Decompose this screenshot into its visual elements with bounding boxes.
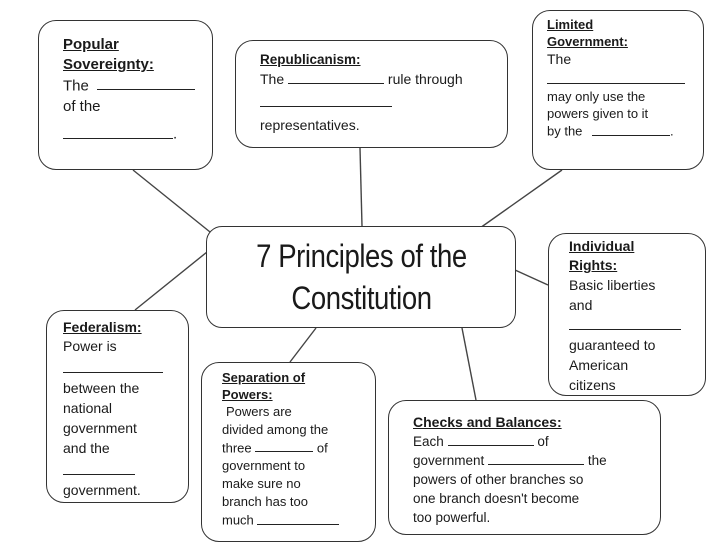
separation-title-1: Separation of — [222, 370, 306, 385]
federalism-text-1: Power is — [63, 338, 117, 354]
connector-separation — [290, 328, 316, 362]
separation-title-2: Powers: — [222, 387, 273, 402]
individual-rights-title-1: Individual — [569, 238, 635, 254]
popular-sovereignty-text-2: of the — [63, 98, 101, 116]
blank-line — [592, 122, 670, 135]
limited-government-title-2: Government: — [547, 34, 628, 49]
blank-line — [488, 451, 584, 465]
blank-line — [63, 359, 163, 373]
blank-line — [63, 123, 173, 138]
blank-line — [63, 461, 135, 475]
republicanism-text-1a: The — [260, 71, 285, 87]
blank-line — [260, 93, 392, 107]
republicanism-title: Republicanism: — [260, 52, 361, 67]
federalism-box — [46, 310, 189, 503]
individual-rights-text-1: Basic liberties — [569, 277, 656, 293]
popular-sovereignty-box — [38, 20, 213, 170]
blank-line — [255, 439, 313, 452]
separation-text-7: much — [222, 512, 254, 528]
separation-text-5: make sure no — [222, 476, 301, 492]
federalism-text-6: and the — [63, 440, 110, 456]
checks-text-5: too powerful. — [413, 510, 491, 525]
popular-sovereignty-end: . — [173, 125, 178, 143]
connector-rights — [515, 270, 548, 285]
republicanism-text-3: representatives. — [260, 117, 360, 133]
popular-sovereignty-title-2: Sovereignty: — [63, 56, 154, 73]
republicanism-text-1b: rule through — [387, 71, 463, 87]
republicanism-box — [235, 40, 508, 148]
blank-line — [448, 432, 534, 446]
limited-government-box — [532, 10, 704, 170]
checks-text-1a: Each — [413, 434, 444, 449]
individual-rights-text-4: guaranteed to — [569, 337, 656, 353]
limited-government-text-3: may only use the — [547, 89, 646, 105]
federalism-title: Federalism: — [63, 319, 142, 335]
separation-of-powers-box — [201, 362, 376, 542]
checks-text-3: powers of other branches so — [413, 472, 584, 487]
checks-text-4: one branch doesn't become — [413, 491, 580, 506]
individual-rights-box — [548, 233, 706, 396]
connector-republicanism — [360, 148, 362, 226]
federalism-text-5: government — [63, 420, 137, 436]
limited-government-title-1: Limited — [547, 17, 594, 32]
center-title-line-2: Constitution — [290, 280, 432, 316]
blank-line — [257, 511, 339, 524]
individual-rights-text-6: citizens — [569, 377, 616, 393]
federalism-text-4: national — [63, 400, 113, 416]
separation-text-1: Powers are — [226, 404, 292, 419]
separation-text-3b: of — [316, 440, 328, 456]
checks-and-balances-box — [388, 400, 661, 535]
blank-line — [569, 316, 681, 330]
federalism-text-3: between the — [63, 380, 140, 396]
limited-government-text-5: by the — [547, 123, 583, 139]
checks-text-2a: government — [413, 453, 485, 468]
individual-rights-text-2: and — [569, 297, 593, 313]
checks-text-1b: of — [537, 434, 549, 449]
center-title-box — [206, 226, 516, 328]
individual-rights-title-2: Rights: — [569, 257, 618, 273]
popular-sovereignty-text-1: The — [63, 77, 89, 95]
limited-government-text-4: powers given to it — [547, 106, 649, 122]
separation-text-3a: three — [222, 440, 252, 456]
connector-federalism — [135, 252, 207, 310]
connector-popular — [133, 170, 215, 236]
blank-line — [97, 75, 195, 90]
separation-text-2: divided among the — [222, 422, 329, 437]
popular-sovereignty-title-1: Popular — [63, 36, 119, 53]
checks-text-2b: the — [587, 453, 607, 468]
individual-rights-text-5: American — [569, 357, 629, 373]
checks-title: Checks and Balances: — [413, 414, 562, 430]
federalism-text-8: government. — [63, 482, 141, 498]
blank-line — [288, 70, 384, 84]
connector-limited — [480, 170, 562, 228]
separation-text-6: branch has too — [222, 494, 309, 510]
separation-text-4: government to — [222, 458, 306, 474]
blank-line — [547, 71, 685, 84]
limited-government-end: . — [670, 123, 674, 139]
connector-checks — [462, 328, 476, 400]
center-title-line-1: 7 Principles of the — [255, 238, 467, 274]
limited-government-text-1: The — [547, 51, 572, 67]
